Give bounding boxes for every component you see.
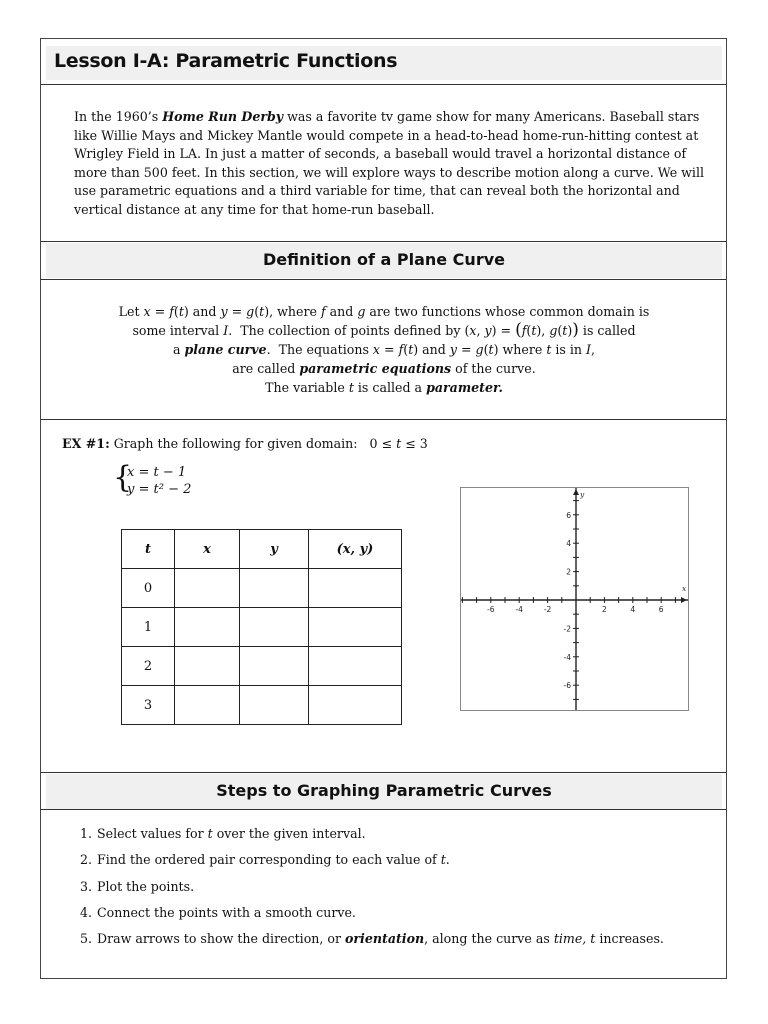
axes-svg xyxy=(461,488,688,710)
section-title-plane-curve: Definition of a Plane Curve xyxy=(46,243,722,278)
equation-y: y = t² − 2 xyxy=(127,482,192,497)
divider xyxy=(41,419,726,420)
table-cell-x[interactable] xyxy=(175,569,240,608)
column-header-t: t xyxy=(122,530,175,569)
y-tick-label: -4 xyxy=(563,652,571,662)
table-cell-t: 0 xyxy=(122,569,175,608)
table-cell-xy[interactable] xyxy=(309,647,402,686)
table-cell-xy[interactable] xyxy=(309,608,402,647)
column-header-xy: (x, y) xyxy=(309,530,402,569)
intro-text-end: was a favorite tv game show for many Americans. Baseball stars like Willie Mays and Mickey Mantle would compete in a head-to-head home-run-hitting contest at Wrigley Field in LA. In just a matter of seconds, a baseball would travel a horizontal distance of more than 500 feet. In this section, we will explore ways to describe motion along a curve. We will use parametric equations and a third variable for time, that can reveal both the horizontal and vertical distance at any time for that home-run baseball. xyxy=(74,109,705,217)
table-header-row xyxy=(122,530,402,569)
x-tick-label: 6 xyxy=(658,605,664,614)
table-cell-t: 3 xyxy=(122,686,175,725)
table-cell-y[interactable] xyxy=(240,569,309,608)
table-row xyxy=(122,647,402,686)
page-title: Lesson I-A: Parametric Functions xyxy=(46,46,722,80)
step-item: 4. Connect the points with a smooth curve. xyxy=(96,905,664,931)
x-tick-label: -4 xyxy=(515,605,523,614)
table-cell-x[interactable] xyxy=(175,608,240,647)
coordinate-grid[interactable] xyxy=(460,487,689,711)
example-heading: EX #1: Graph the following for given domain: 0 ≤ t ≤ 3 xyxy=(62,436,428,451)
table-row xyxy=(122,608,402,647)
table-cell-y[interactable] xyxy=(240,647,309,686)
table-cell-x[interactable] xyxy=(175,686,240,725)
divider xyxy=(41,279,726,280)
y-tick-label: -2 xyxy=(563,624,571,634)
table-cell-x[interactable] xyxy=(175,647,240,686)
values-table xyxy=(121,529,402,725)
step-item: 5. Draw arrows to show the direction, or orientation, along the curve as time, t increases. xyxy=(96,931,664,957)
y-tick-label: -6 xyxy=(563,681,571,691)
intro-paragraph xyxy=(74,108,714,220)
table-cell-t: 1 xyxy=(122,608,175,647)
divider xyxy=(41,772,726,773)
table-cell-y[interactable] xyxy=(240,608,309,647)
table-row xyxy=(122,569,402,608)
steps-list xyxy=(78,826,664,957)
table-cell-xy[interactable] xyxy=(309,569,402,608)
table-row xyxy=(122,686,402,725)
x-tick-label: -2 xyxy=(543,605,552,614)
divider xyxy=(41,809,726,810)
divider xyxy=(41,84,726,85)
definition-line-1: Let x = f(t) and y = g(t), where f and g are two functions whose common domain is xyxy=(118,304,650,319)
x-tick-label: 2 xyxy=(602,605,607,614)
intro-text-start: In the 1960’s xyxy=(74,109,163,124)
definition-line-5: The variable t is called a parameter. xyxy=(265,380,503,395)
intro-show-name: Home Run Derby xyxy=(162,109,284,124)
brace-symbol: { xyxy=(113,460,133,495)
x-tick-label: -6 xyxy=(487,605,495,614)
column-header-y: y xyxy=(240,530,309,569)
table-cell-y[interactable] xyxy=(240,686,309,725)
definition-block xyxy=(70,302,698,397)
example-label: EX #1: xyxy=(62,436,110,451)
y-axis-label: y xyxy=(580,490,585,499)
step-item: 2. Find the ordered pair corresponding to each value of t. xyxy=(96,852,664,878)
table-cell-xy[interactable] xyxy=(309,686,402,725)
equation-x: x = t − 1 xyxy=(127,465,187,480)
y-axis-arrow xyxy=(573,489,579,495)
y-tick-label: 2 xyxy=(566,567,571,577)
definition-line-2: some interval I. The collection of points defined by (x, y) = (f(t), g(t)) is called xyxy=(132,320,636,340)
step-item: 1. Select values for t over the given interval. xyxy=(96,826,664,852)
y-tick-label: 6 xyxy=(566,510,571,520)
step-item: 3. Plot the points. xyxy=(96,879,664,905)
definition-line-4: are called parametric equations of the curve. xyxy=(232,361,536,376)
x-axis-label: x xyxy=(682,584,687,593)
table-cell-t: 2 xyxy=(122,647,175,686)
x-axis-arrow xyxy=(681,597,687,603)
divider xyxy=(41,241,726,242)
x-tick-label: 4 xyxy=(630,605,636,614)
equation-system xyxy=(113,460,192,498)
column-header-x: x xyxy=(175,530,240,569)
y-tick-label: 4 xyxy=(566,539,571,549)
section-title-steps: Steps to Graphing Parametric Curves xyxy=(46,774,722,809)
definition-line-3: a plane curve. The equations x = f(t) and y = g(t) where t is in I, xyxy=(172,342,596,357)
